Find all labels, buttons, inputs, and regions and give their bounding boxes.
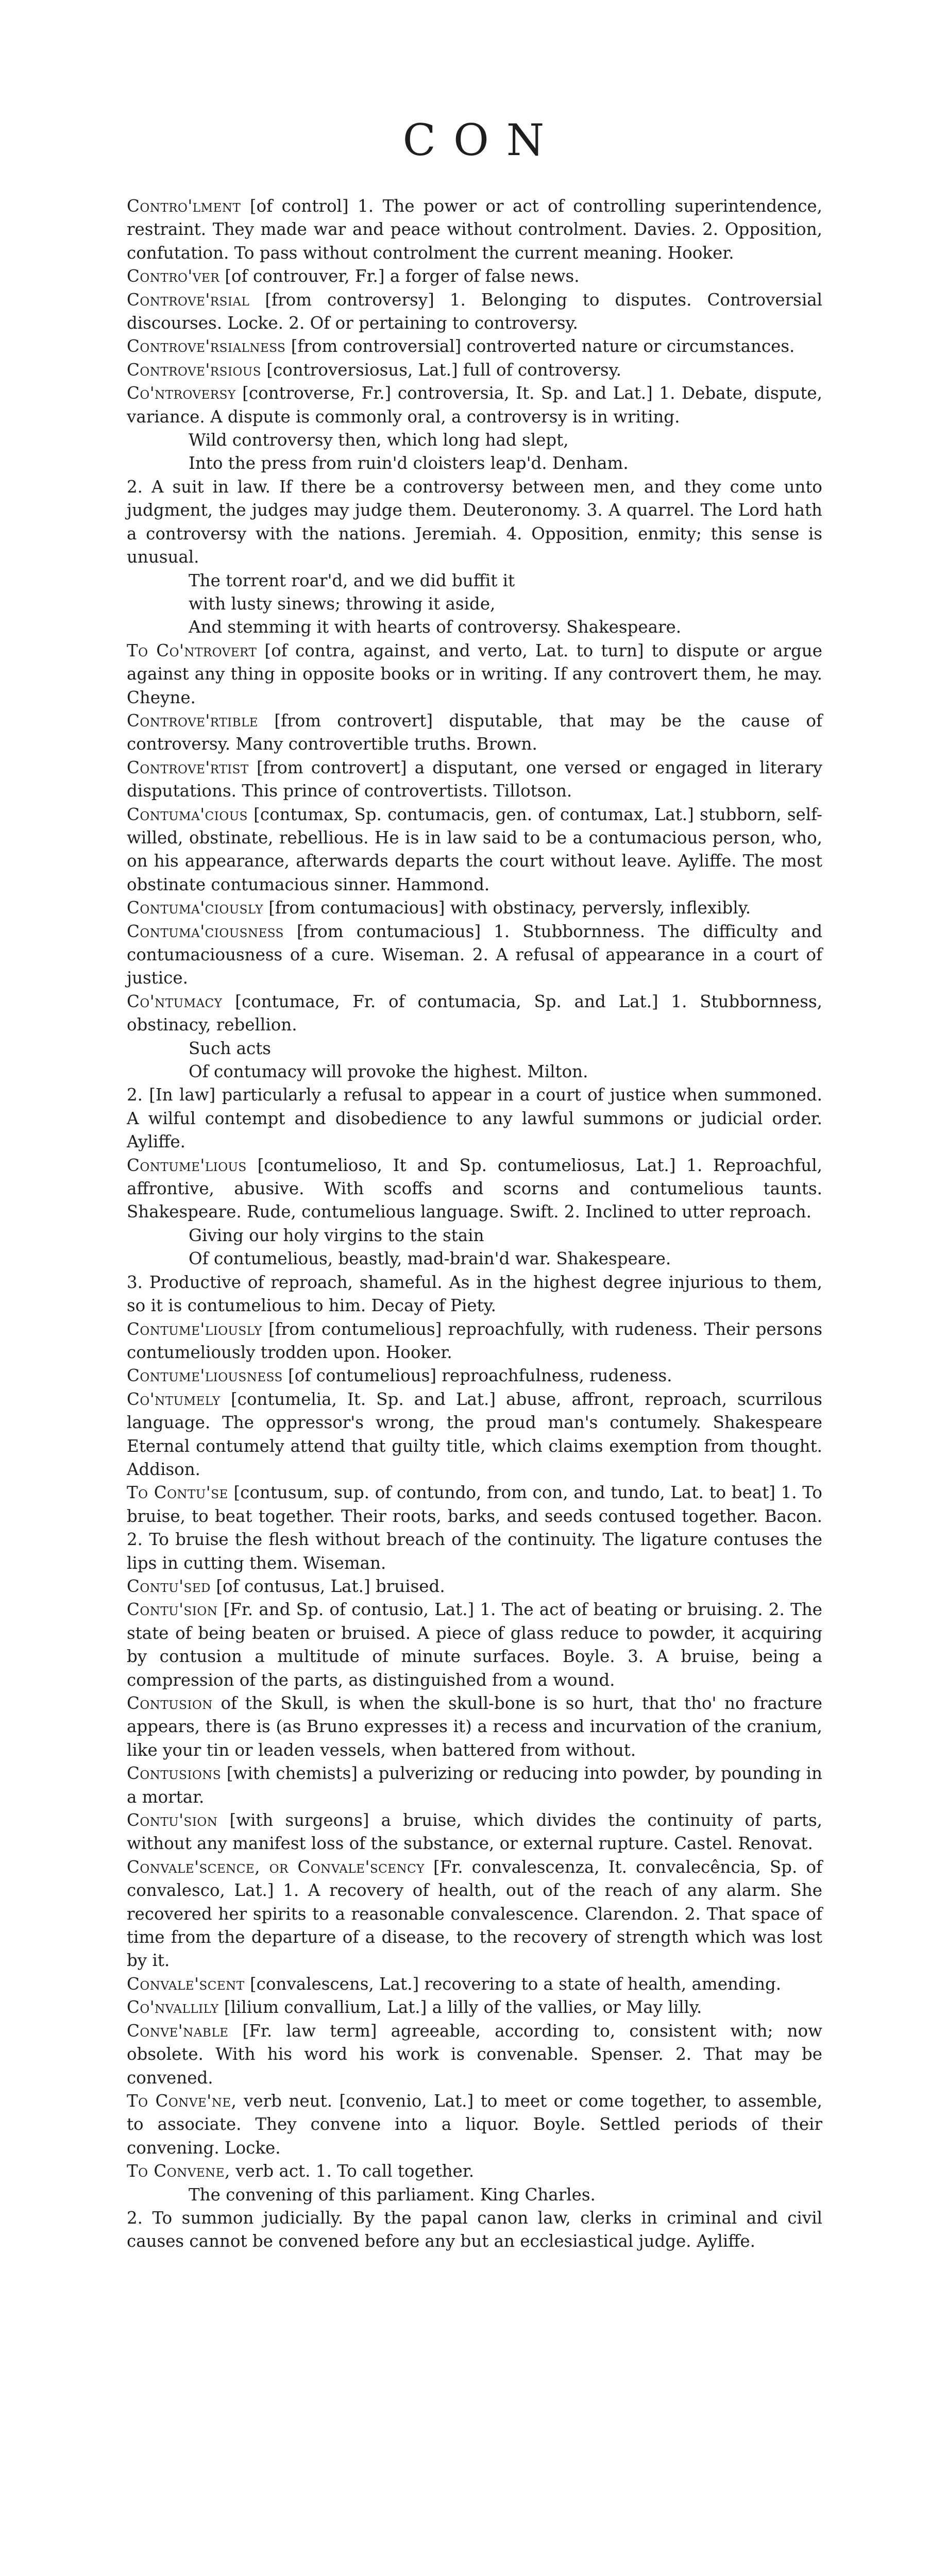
entry-definition: of the Skull, is when the skull-bone is so hurt, that tho' no fracture appears, there is (as Bruno expresses it) a recess and incurvation of the cranium, like your tin or leaden vessels, when battered from without. <box>127 1693 822 1760</box>
page-header: CON <box>402 115 562 165</box>
entry-headword: Co'ntroversy <box>127 383 236 403</box>
entry-headword: Contume'lious <box>127 1155 247 1175</box>
entry-headword: To Co'ntrovert <box>127 640 257 660</box>
dictionary-entry <box>127 382 822 639</box>
entry-quotation-line: The torrent roar'd, and we did buffit it <box>189 570 515 590</box>
entry-headword: Controve'rsious <box>127 360 261 380</box>
entry-headword: Controve'rtible <box>127 710 259 731</box>
entry-headword: Contro'lment <box>127 196 241 216</box>
dictionary-entry <box>127 2160 822 2253</box>
entry-definition: [of contumelious] reproachfulness, rudeness. <box>288 1366 672 1386</box>
dictionary-entry <box>127 2090 822 2160</box>
dictionary-entry <box>127 1856 822 1973</box>
entry-definition: verb act. 1. To call together. <box>235 2161 475 2181</box>
entry-definition: [contumelia, It. Sp. and Lat.] abuse, affront, reproach, scurrilous language. The oppressor's wrong, the proud man's contumely. Shakespeare Eternal contumely attend that guilty title, which claims exemption from thought. Addison. <box>127 1389 822 1479</box>
entry-definition: [from contumacious] 1. Stubbornness. The difficulty and contumaciousness of a cure. Wiseman. 2. A refusal of appearance in a court of justice. <box>127 921 822 988</box>
entry-definition: [contumax, Sp. contumacis, gen. of contumax, Lat.] stubborn, self-willed, obstinate, rebellious. He is in law said to be a contumacious person, who, on his appearance, afterwards departs the court without leave. Ayliffe. The most obstinate contumacious sinner. Hammond. <box>127 804 822 894</box>
entry-headword: To Contu'se <box>127 1483 228 1503</box>
dictionary-entry <box>127 1973 822 1996</box>
dictionary-entry <box>127 1996 822 2019</box>
entry-headword: To Convene, <box>127 2161 230 2181</box>
entry-headword: To Conve'ne, <box>127 2091 237 2111</box>
entry-headword: Contro'ver <box>127 266 220 286</box>
entry-quotation-line: Wild controversy then, which long had slept, <box>189 430 569 450</box>
dictionary-entry <box>127 920 822 990</box>
entry-headword: Contu'sion <box>127 1600 218 1620</box>
entry-definition: [of contusus, Lat.] bruised. <box>216 1576 445 1596</box>
dictionary-entry <box>127 1481 822 1575</box>
entry-quotation-line: Into the press from ruin'd cloisters leap'd. Denham. <box>189 453 629 473</box>
entry-headword: Co'ntumacy <box>127 991 223 1011</box>
entry-definition: [from contumelious] reproachfully, with rudeness. Their persons contumeliously trodden upon. Hooker. <box>127 1319 822 1362</box>
entry-definition: [with chemists] a pulverizing or reducing into powder, by pounding in a mortar. <box>127 1764 822 1807</box>
entry-quotation-line: Giving our holy virgins to the stain <box>189 1225 484 1245</box>
entry-definition: [from controvert] a disputant, one versed or engaged in literary disputations. This prince of controvertists. Tillotson. <box>127 757 822 801</box>
dictionary-entry <box>127 265 822 288</box>
entry-definition: [contumace, Fr. of contumacia, Sp. and Lat.] 1. Stubbornness, obstinacy, rebellion. <box>127 991 822 1035</box>
entry-definition: 2. To summon judicially. By the papal canon law, clerks in criminal and civil causes cannot be convened before any but an ecclesiastical judge. Ayliffe. <box>127 2208 822 2251</box>
entry-definition: [controverse, Fr.] controversia, It. Sp. and Lat.] 1. Debate, dispute, variance. A dispute is commonly oral, a controversy is in writing. <box>127 383 822 427</box>
entry-quotation-line: with lusty sinews; throwing it aside, <box>189 594 496 614</box>
dictionary-entry <box>127 709 822 756</box>
entry-headword: Contume'liously <box>127 1319 262 1339</box>
entry-headword: Contu'sion <box>127 1810 218 1831</box>
entry-definition: [with surgeons] a bruise, which divides the continuity of parts, without any manifest loss of the substance, or external rupture. Castel. Renovat. <box>127 1810 822 1854</box>
dictionary-entry <box>127 639 822 709</box>
dictionary-entry <box>127 803 822 897</box>
entry-quotation-line: And stemming it with hearts of controversy. Shakespeare. <box>189 617 682 637</box>
entry-definition: [from controvert] disputable, that may be the cause of controversy. Many controvertible truths. Brown. <box>127 710 822 754</box>
entry-definition: [lilium convallium, Lat.] a lilly of the vallies, or May lilly. <box>224 1997 702 2018</box>
dictionary-entry <box>127 1364 822 1387</box>
entry-headword: Controve'rsial <box>127 290 250 310</box>
entry-definition: verb neut. [convenio, Lat.] to meet or come together, to assemble, to associate. They convene into a liquor. Boyle. Settled periods of their convening. Locke. <box>127 2091 822 2158</box>
entry-headword: Contuma'ciously <box>127 898 263 918</box>
entry-definition: 2. [In law] particularly a refusal to appear in a court of justice when summoned. A wilful contempt and disobedience to any lawful summons or judicial order. Ayliffe. <box>127 1085 822 1152</box>
entry-definition: [controversiosus, Lat.] full of controversy. <box>266 360 621 380</box>
entry-headword: Contuma'ciousness <box>127 921 284 941</box>
dictionary-entry <box>127 1575 822 1598</box>
entry-headword: Contume'liousness <box>127 1366 283 1386</box>
dictionary-entry <box>127 2020 822 2090</box>
entry-headword: Convale'scence, or Convale'scency <box>127 1857 425 1877</box>
dictionary-entry <box>127 1318 822 1365</box>
entry-headword: Co'ntumely <box>127 1389 221 1409</box>
entry-definition: [contusum, sup. of contundo, from con, and tundo, Lat. to beat] 1. To bruise, to beat together. Their roots, barks, and seeds contused together. Bacon. 2. To bruise the flesh without breach of the continuity. The ligature contuses the lips in cutting them. Wiseman. <box>127 1483 823 1573</box>
entry-headword: Convale'scent <box>127 1974 245 1994</box>
entry-headword: Co'nvallily <box>127 1997 219 2018</box>
entry-quotation-line: Such acts <box>189 1038 271 1058</box>
entry-headword: Controve'rtist <box>127 757 249 777</box>
entry-definition: [from controversial] controverted nature or circumstances. <box>291 336 795 357</box>
entry-definition: [of controuver, Fr.] a forger of false news. <box>225 266 580 286</box>
dictionary-entry <box>127 289 822 335</box>
entry-definition: [of contra, against, and verto, Lat. to turn] to dispute or argue against any thing in opposite books or in writing. If any controvert them, he may. Cheyne. <box>127 640 822 707</box>
dictionary-entry <box>127 195 822 265</box>
entry-definition: [convalescens, Lat.] recovering to a state of health, amending. <box>249 1974 782 1994</box>
dictionary-entry <box>127 1154 822 1318</box>
entry-definition: [contumelioso, It and Sp. contumeliosus, Lat.] 1. Reproachful, affrontive, abusive. With scoffs and scorns and contumelious taunts. Shakespeare. Rude, contumelious language. Swift. 2. Inclined to utter reproach. <box>127 1155 822 1222</box>
entry-definition: 3. Productive of reproach, shameful. As in the highest degree injurious to them, so it is contumelious to him. Decay of Piety. <box>127 1272 822 1316</box>
dictionary-entry <box>127 359 822 382</box>
entry-quotation-line: The convening of this parliament. King Charles. <box>189 2184 596 2205</box>
entry-definition: [from contumacious] with obstinacy, perversly, inflexibly. <box>268 898 751 918</box>
entry-definition: 2. A suit in law. If there be a controversy between men, and they come unto judgment, the judges may judge them. Deuteronomy. 3. A quarrel. The Lord hath a controversy with the nations. Jeremiah. 4. Opposition, enmity; this sense is unusual. <box>127 477 822 567</box>
dictionary-entry <box>127 1388 822 1482</box>
entry-list <box>127 195 822 2253</box>
dictionary-entry <box>127 1692 822 1762</box>
dictionary-entry <box>127 1809 822 1856</box>
entry-headword: Controve'rsialness <box>127 336 286 357</box>
dictionary-entry <box>127 990 822 1154</box>
entry-definition: [Fr. and Sp. of contusio, Lat.] 1. The act of beating or bruising. 2. The state of being beaten or bruised. A piece of glass reduce to powder, it acquiring by contusion a multitude of minute surfaces. Boyle. 3. A bruise, being a compression of the parts, as distinguished from a wound. <box>127 1600 822 1690</box>
entry-quotation-line: Of contumelious, beastly, mad-brain'd war. Shakespeare. <box>189 1249 671 1269</box>
dictionary-entry <box>127 335 822 358</box>
entry-headword: Conve'nable <box>127 2021 229 2041</box>
dictionary-entry <box>127 896 822 920</box>
dictionary-entry <box>127 1598 822 1692</box>
dictionary-entry <box>127 1762 822 1809</box>
entry-definition: [from controversy] 1. Belonging to disputes. Controversial discourses. Locke. 2. Of or pertaining to controversy. <box>127 290 822 333</box>
entry-definition: [Fr. law term] agreeable, according to, consistent with; now obsolete. With his word his work is convenable. Spenser. 2. That may be convened. <box>127 2021 822 2088</box>
entry-headword: Contusion <box>127 1693 213 1713</box>
dictionary-entry <box>127 756 822 803</box>
entry-headword: Contu'sed <box>127 1576 211 1596</box>
entry-headword: Contuma'cious <box>127 804 248 824</box>
entry-headword: Contusions <box>127 1764 222 1784</box>
entry-definition: [Fr. convalescenza, It. convalecência, Sp. of convalesco, Lat.] 1. A recovery of health, out of the reach of any alarm. She recovered her spirits to a reasonable convalescence. Clarendon. 2. That space of time from the departure of a disease, to the recovery of strength which was lost by it. <box>127 1857 822 1971</box>
entry-definition: [of control] 1. The power or act of controlling superintendence, restraint. They made war and peace without controlment. Davies. 2. Opposition, confutation. To pass without controlment the current meaning. Hooker. <box>127 196 822 263</box>
entry-quotation-line: Of contumacy will provoke the highest. Milton. <box>189 1062 588 1082</box>
